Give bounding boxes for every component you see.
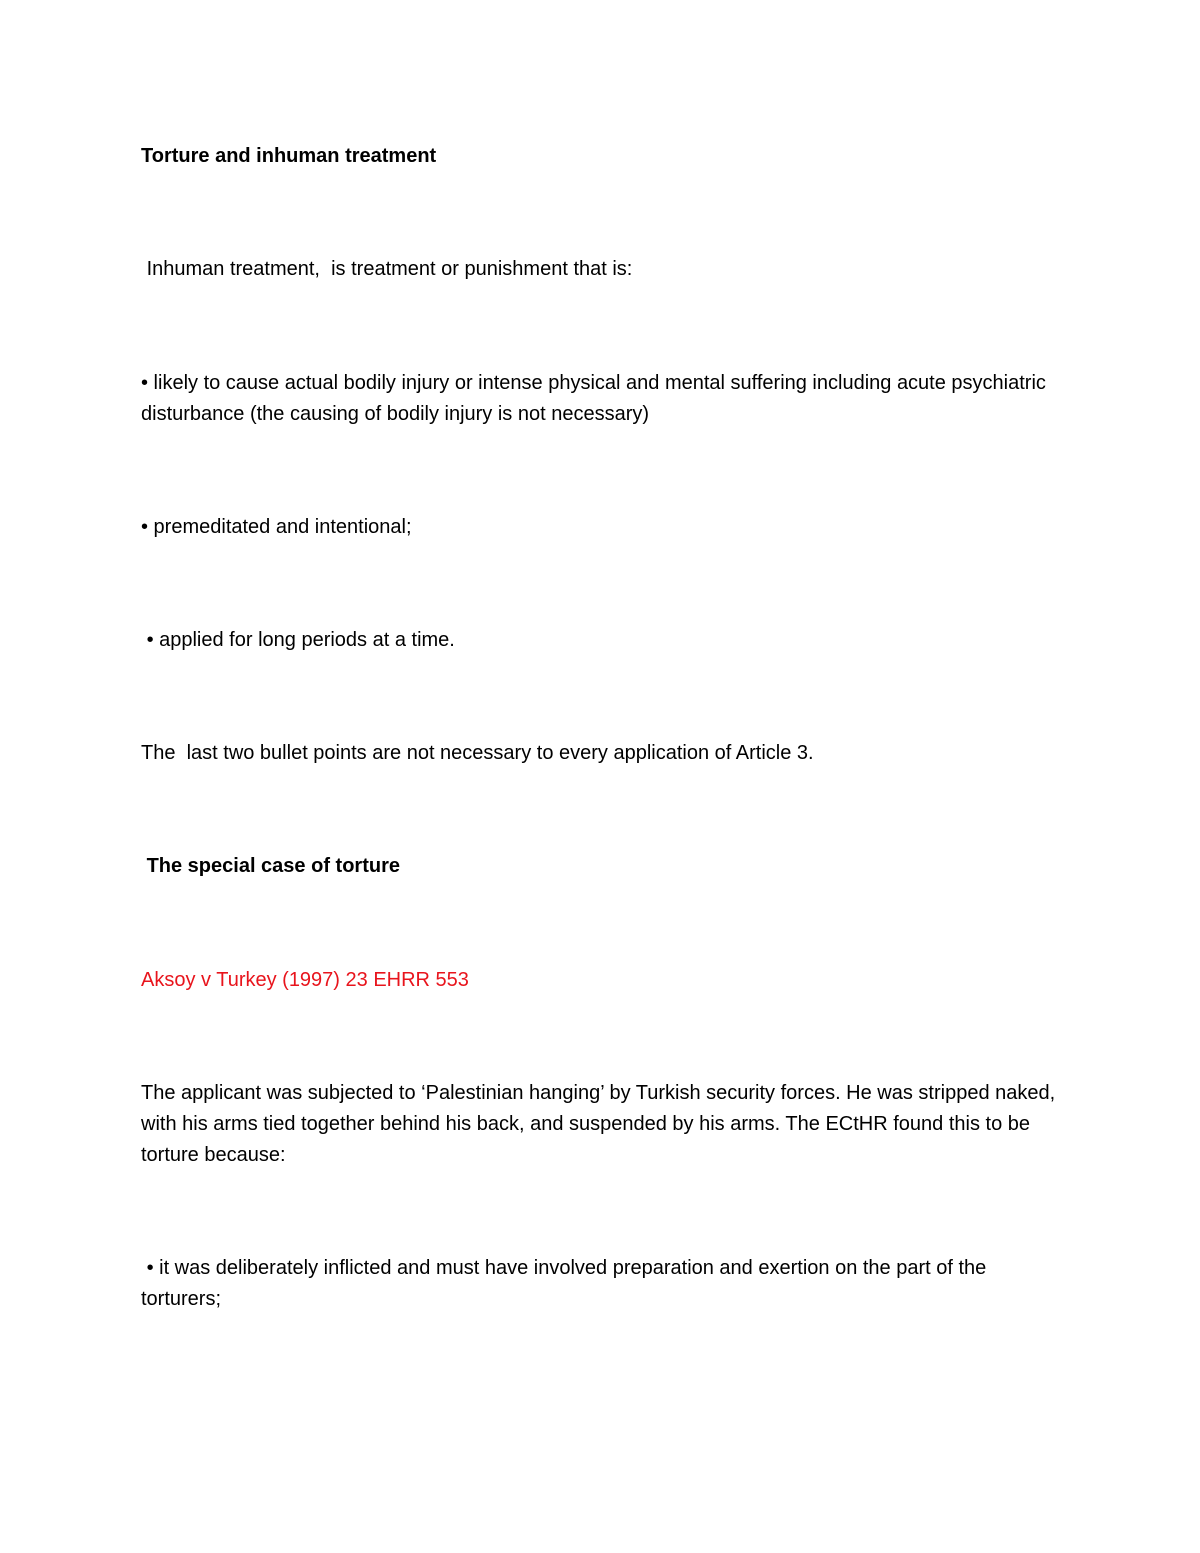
document-heading: Torture and inhuman treatment [141, 145, 437, 167]
reason-bullet-1: • it was deliberately inflicted and must have involved preparation and exertion on the part of the torturers; [141, 1257, 992, 1310]
case-facts: The applicant was subjected to ‘Palestinian hanging’ by Turkish security forces. He was stripped naked, with his arms tied together behind his back, and suspended by his arms. The ECtHR found this to be torture because: [141, 1082, 1061, 1166]
definition-bullet-2: • premeditated and intentional; [141, 516, 412, 538]
definition-bullet-1: • likely to cause actual bodily injury or intense physical and mental suffering including acute psychiatric disturbance (the causing of bodily injury is not necessary) [141, 372, 1052, 425]
definition-intro: Inhuman treatment, is treatment or punishment that is: [141, 258, 633, 280]
bullet-note: The last two bullet points are not necessary to every application of Article 3. [141, 742, 814, 764]
section-subheading: The special case of torture [141, 855, 400, 877]
case-citation: Aksoy v Turkey (1997) 23 EHRR 553 [141, 969, 469, 991]
definition-bullet-3: • applied for long periods at a time. [141, 629, 455, 651]
